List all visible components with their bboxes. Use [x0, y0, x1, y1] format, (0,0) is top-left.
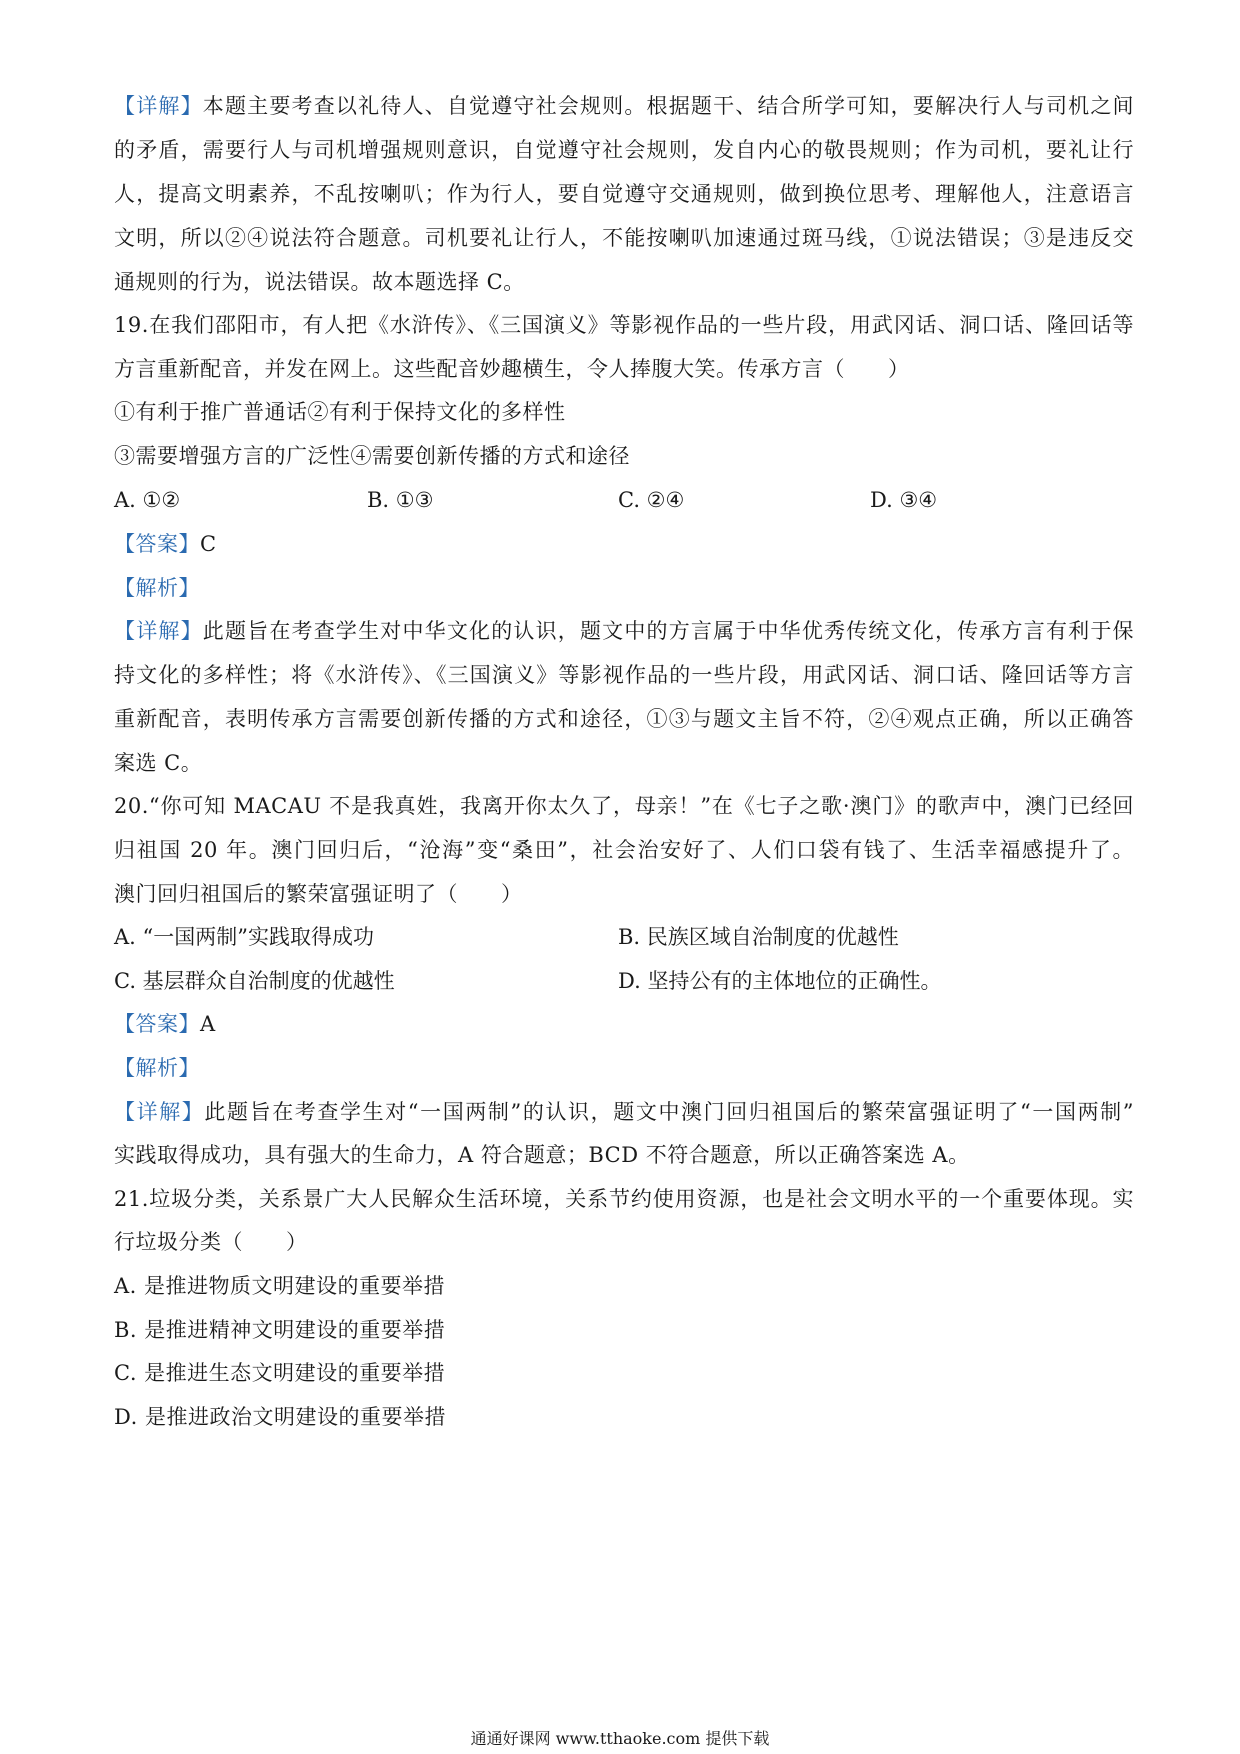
q20-option-a: A. “一国两制”实践取得成功 — [114, 925, 374, 949]
q19-option-b: B. ①③ — [367, 488, 434, 512]
q21-option-b: B. 是推进精神文明建设的重要举措 — [114, 1318, 446, 1342]
q20-option-c: C. 基层群众自治制度的优越性 — [114, 969, 395, 993]
q18-detail-line-2: 的矛盾，需要行人与司机增强规则意识，自觉遵守社会规则，发自内心的敬畏规则；作为司机，要礼让行 — [114, 138, 1134, 162]
q20-analysis — [114, 1053, 1134, 1083]
detail-tag: 【详解】 — [114, 619, 203, 643]
answer-tag: 【答案】 — [114, 532, 200, 556]
q19-detail-line-4: 案选 C。 — [114, 751, 203, 775]
answer-tag: 【答案】 — [114, 1012, 200, 1036]
q19-option-d: D. ③④ — [870, 488, 938, 512]
q19-statement-1: ①有利于推广普通话②有利于保持文化的多样性 — [114, 400, 566, 424]
q18-detail-line-3: 人，提高文明素养，不乱按喇叭；作为行人，要自觉遵守交通规则，做到换位思考、理解他人，注意语言 — [114, 182, 1134, 206]
q20-detail-line-1: 【详解】此题旨在考查学生对“一国两制”的认识，题文中澳门回归祖国后的繁荣富强证明了“一国两制” — [114, 1100, 1134, 1124]
q19-stem-line-1: 19.在我们邵阳市，有人把《水浒传》、《三国演义》等影视作品的一些片段，用武冈话、洞口话、隆回话等 — [114, 313, 1134, 337]
q18-detail-line-4: 文明，所以②④说法符合题意。司机要礼让行人，不能按喇叭加速通过斑马线，①说法错误；③是违反交 — [114, 226, 1134, 250]
q19-option-a: A. ①② — [114, 488, 181, 512]
q20-stem-line-3: 澳门回归祖国后的繁荣富强证明了（ ） — [114, 882, 523, 906]
q20-option-b: B. 民族区域自治制度的优越性 — [618, 925, 899, 949]
q18-detail-line-1: 【详解】本题主要考查以礼待人、自觉遵守社会规则。根据题干、结合所学可知，要解决行人与司机之间 — [114, 94, 1135, 118]
q20-answer: 【答案】A — [114, 1012, 216, 1036]
q19-detail-line-1: 【详解】此题旨在考查学生对中华文化的认识，题文中的方言属于中华优秀传统文化，传承方言有利于保 — [114, 619, 1135, 643]
q20-option-d: D. 坚持公有的主体地位的正确性。 — [618, 969, 942, 993]
analysis-tag: 【解析】 — [114, 1056, 200, 1080]
q21-stem-line-1: 21.垃圾分类，关系景广大人民解众生活环境，关系节约使用资源，也是社会文明水平的一个重要体现。实 — [114, 1187, 1134, 1211]
q21-option-a: A. 是推进物质文明建设的重要举措 — [114, 1274, 446, 1298]
analysis-tag: 【解析】 — [114, 576, 200, 600]
q19-statement-2: ③需要增强方言的广泛性④需要创新传播的方式和途径 — [114, 444, 630, 468]
q21-option-d: D. 是推进政治文明建设的重要举措 — [114, 1405, 446, 1429]
page-footer: 通通好课网 www.tthaoke.com 提供下载 — [470, 1729, 770, 1748]
q19-detail-line-2: 持文化的多样性；将《水浒传》、《三国演义》等影视作品的一些片段，用武冈话、洞口话、隆回话等方言 — [114, 663, 1134, 687]
q19-answer: 【答案】C — [114, 532, 217, 556]
q21-stem-line-2: 行垃圾分类（ ） — [114, 1230, 308, 1254]
detail-tag: 【详解】 — [114, 1100, 205, 1124]
q21-option-c: C. 是推进生态文明建设的重要举措 — [114, 1361, 446, 1385]
q18-detail-line-5: 通规则的行为，说法错误。故本题选择 C。 — [114, 270, 525, 294]
q19-option-c: C. ②④ — [618, 488, 685, 512]
q19-analysis — [114, 573, 1134, 603]
detail-tag: 【详解】 — [114, 94, 203, 118]
q19-stem-line-2: 方言重新配音，并发在网上。这些配音妙趣横生，令人捧腹大笑。传承方言（ ） — [114, 357, 910, 381]
q19-detail-line-3: 重新配音，表明传承方言需要创新传播的方式和途径，①③与题文主旨不符，②④观点正确，所以正确答 — [114, 707, 1134, 731]
q20-detail-line-2: 实践取得成功，具有强大的生命力，A 符合题意；BCD 不符合题意，所以正确答案选 A。 — [114, 1143, 970, 1167]
q20-stem-line-1: 20.“你可知 MACAU 不是我真姓，我离开你太久了，母亲！”在《七子之歌·澳门》的歌声中，澳门已经回 — [114, 794, 1134, 818]
q20-stem-line-2: 归祖国 20 年。澳门回归后，“沧海”变“桑田”，社会治安好了、人们口袋有钱了、生活幸福感提升了。 — [114, 838, 1134, 862]
